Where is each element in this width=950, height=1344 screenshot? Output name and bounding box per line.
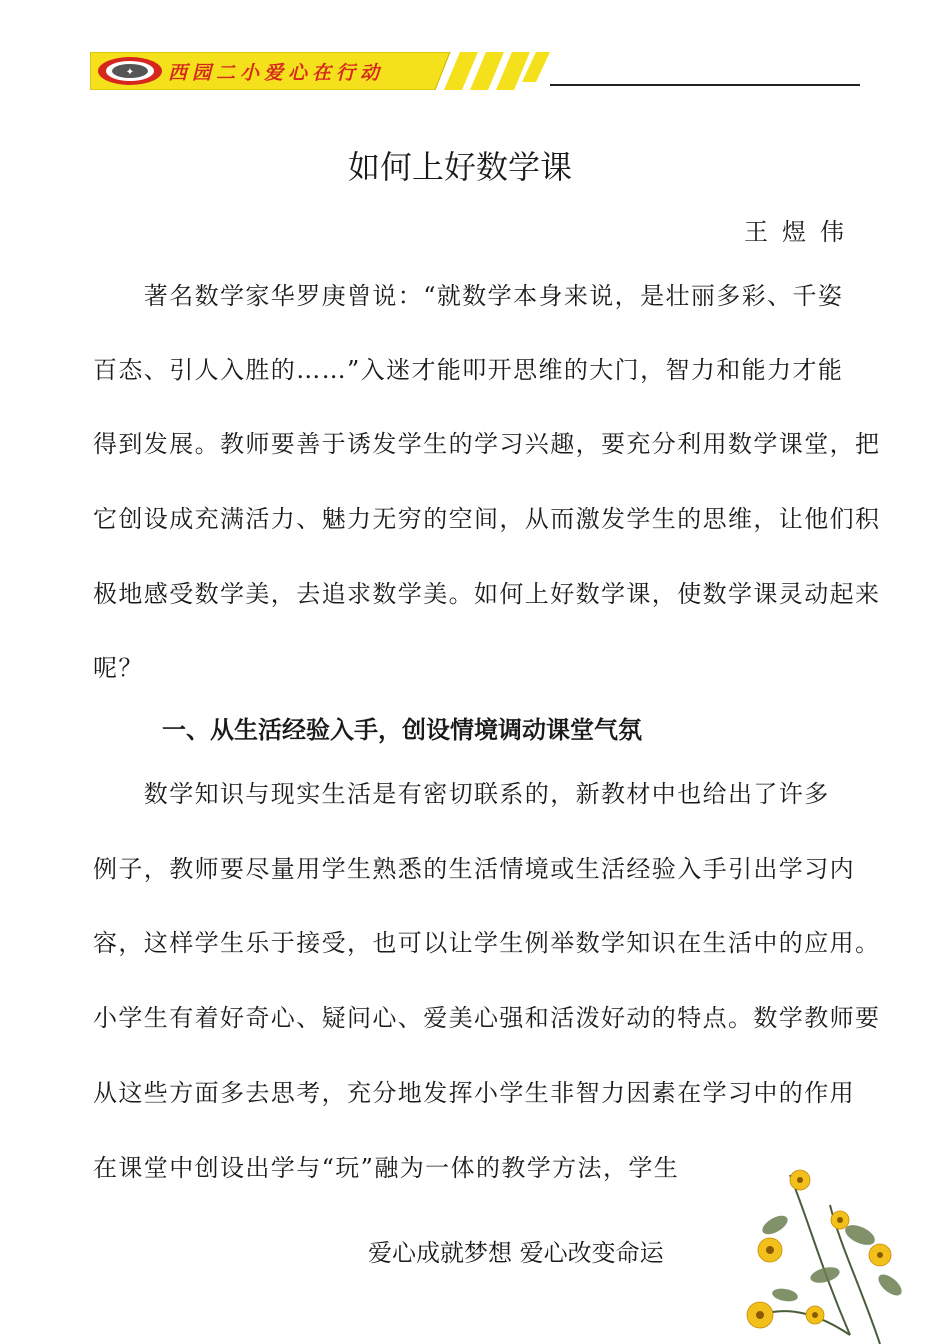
paragraph-line: 呢？ bbox=[93, 654, 144, 682]
chrysanthemum-flower-icon bbox=[730, 1165, 930, 1344]
paragraph-line: 极地感受数学美，去追求数学美。如何上好数学课，使数学课灵动起来 bbox=[93, 580, 881, 608]
paragraph-line: 从这些方面多去思考，充分地发挥小学生非智力因素在学习中的作用 bbox=[93, 1079, 855, 1107]
page-title: 如何上好数学课 bbox=[347, 148, 572, 186]
footer-slogan: 爱心成就梦想 爱心改变命运 bbox=[368, 1239, 664, 1267]
svg-text:✦: ✦ bbox=[125, 67, 135, 78]
paragraph-line: 得到发展。教师要善于诱发学生的学习兴趣，要充分利用数学课堂，把 bbox=[93, 430, 881, 458]
paragraph-line: 小学生有着好奇心、疑问心、爱美心强和活泼好动的特点。数学教师要 bbox=[93, 1004, 881, 1032]
section-heading: 一、从生活经验入手，创设情境调动课堂气氛 bbox=[162, 716, 642, 744]
school-emblem-icon bbox=[90, 52, 168, 90]
paragraph-line: 著名数学家华罗庚曾说：“就数学本身来说，是壮丽多彩、千姿 bbox=[93, 282, 844, 310]
paragraph-line: 数学知识与现实生活是有密切联系的，新教材中也给出了许多 bbox=[93, 780, 830, 808]
header-banner bbox=[90, 52, 550, 90]
paragraph-line: 容，这样学生乐于接受，也可以让学生例举数学知识在生活中的应用。 bbox=[93, 929, 881, 957]
header-rule bbox=[550, 84, 860, 86]
banner-slogan: 西园二小爱心在行动 bbox=[168, 62, 385, 84]
author-name: 王煜伟 bbox=[744, 218, 858, 246]
paragraph-line: 例子，教师要尽量用学生熟悉的生活情境或生活经验入手引出学习内 bbox=[93, 855, 855, 883]
paragraph-line: 百态、引人入胜的……”入迷才能叩开思维的大门，智力和能力才能 bbox=[93, 356, 844, 384]
paragraph-line: 在课堂中创设出学与“玩”融为一体的教学方法，学生 bbox=[93, 1154, 680, 1182]
paragraph-line: 它创设成充满活力、魅力无穷的空间，从而激发学生的思维，让他们积 bbox=[93, 505, 881, 533]
